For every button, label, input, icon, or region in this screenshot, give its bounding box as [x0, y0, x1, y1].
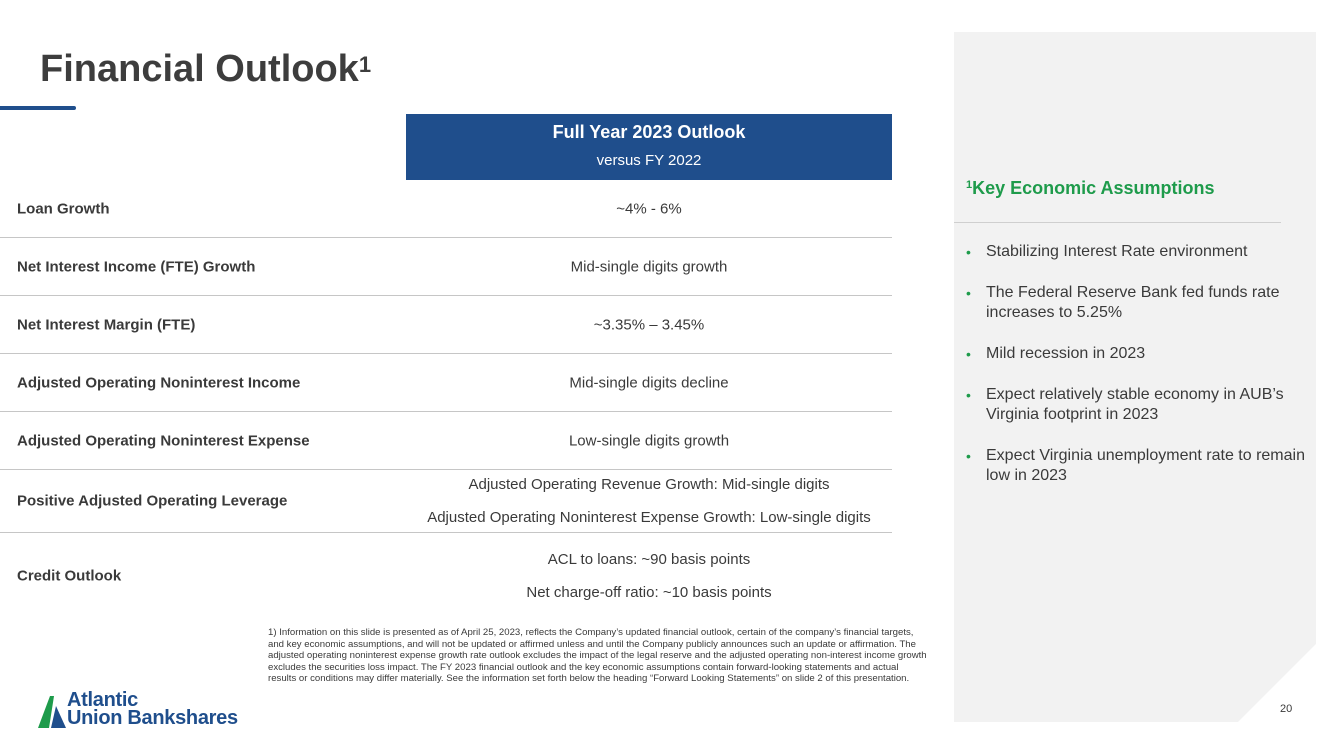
- table-row-noninterest-expense: [0, 412, 892, 470]
- list-item: [966, 446, 1306, 486]
- row-value: [406, 258, 892, 275]
- list-item-text: The Federal Reserve Bank fed funds rate increases to 5.25%: [986, 284, 1280, 321]
- table-row-net-interest-income: [0, 238, 892, 296]
- page-number: 20: [1280, 703, 1293, 715]
- disclaimer-footnote: 1) Information on this slide is presented as of April 25, 2023, reflects the Company’s updated financial outlook, certain of the company’s financial targets, and key economic assumptions, and will not be updated or affirmed unless and until the Company publicly announces such an update or affirmation. The adjusted operating noninterest expense growth rate outlook excludes the impact of the legal reserve and the adjusted operating non-interest income growth excludes the securities loss impact. The FY 2023 financial outlook and the key economic assumptions contain forward-looking statements and actual results or conditions may differ materially. See the information set forth below the heading “Forward Looking Statements” on slide 2 of this presentation.: [268, 627, 927, 685]
- row-value: [406, 316, 892, 333]
- row-label: Net Interest Income (FTE) Growth: [17, 258, 256, 275]
- title-footnote-marker: 1: [358, 52, 372, 77]
- list-item: [966, 242, 1306, 262]
- row-value-line: Mid-single digits decline: [569, 374, 729, 391]
- assumptions-divider: [954, 222, 1281, 223]
- bullet-icon: •: [966, 448, 971, 464]
- row-label: Credit Outlook: [17, 567, 122, 585]
- bullet-icon: •: [966, 346, 971, 362]
- bullet-icon: •: [966, 387, 971, 403]
- row-label: Positive Adjusted Operating Leverage: [17, 492, 288, 510]
- row-label: Loan Growth: [17, 200, 110, 217]
- row-label: Net Interest Margin (FTE): [17, 316, 196, 333]
- slide-title: [40, 48, 371, 91]
- logo-mark-icon: [38, 692, 66, 728]
- assumptions-title-text: Key Economic Assumptions: [972, 178, 1215, 198]
- list-item-text: Expect relatively stable economy in AUB’s Virginia footprint in 2023: [986, 386, 1284, 423]
- title-underline-accent: [0, 106, 76, 110]
- bullet-icon: •: [966, 244, 971, 260]
- assumptions-list: [966, 242, 1306, 507]
- assumptions-title: [966, 178, 1215, 199]
- logo-wordmark-line1: Atlantic: [67, 689, 138, 711]
- row-label: Adjusted Operating Noninterest Expense: [17, 432, 310, 449]
- logo-wordmark-line2: Union Bankshares: [67, 707, 238, 729]
- row-value: [406, 374, 892, 391]
- row-value-line: Low-single digits growth: [568, 432, 730, 449]
- company-logo: [38, 690, 258, 730]
- list-item: [966, 385, 1306, 425]
- list-item-text: Expect Virginia unemployment rate to remain low in 2023: [986, 447, 1305, 484]
- row-value-line: Net charge-off ratio: ~10 basis points: [526, 584, 772, 601]
- row-value: [406, 200, 892, 217]
- row-value-line: ACL to loans: ~90 basis points: [547, 551, 751, 568]
- bullet-icon: •: [966, 285, 971, 301]
- table-row-net-interest-margin: [0, 296, 892, 354]
- outlook-table-header: [406, 114, 892, 180]
- table-row-operating-leverage: [0, 470, 892, 533]
- assumptions-panel: [954, 32, 1316, 722]
- row-value: [406, 476, 892, 526]
- row-value-line: Mid-single digits growth: [570, 258, 728, 275]
- outlook-header-subtitle: versus FY 2022: [596, 152, 702, 169]
- panel-corner-cut: [1238, 644, 1316, 722]
- row-value-line: Adjusted Operating Noninterest Expense Growth: Low-single digits: [427, 509, 871, 526]
- assumptions-footnote-marker: 1: [966, 179, 973, 191]
- row-value-line: ~3.35% – 3.45%: [593, 316, 705, 333]
- table-row-credit-outlook: [0, 533, 892, 619]
- list-item-text: Stabilizing Interest Rate environment: [986, 243, 1248, 260]
- slide-title-text: Financial Outlook: [40, 48, 359, 90]
- list-item: [966, 344, 1306, 364]
- table-row-noninterest-income: [0, 354, 892, 412]
- list-item: [966, 283, 1306, 323]
- outlook-header-title: Full Year 2023 Outlook: [552, 122, 746, 142]
- row-label: Adjusted Operating Noninterest Income: [17, 374, 301, 391]
- row-value: [406, 432, 892, 449]
- row-value-line: ~4% - 6%: [616, 200, 682, 217]
- table-row-loan-growth: [0, 180, 892, 238]
- row-value: [406, 551, 892, 601]
- list-item-text: Mild recession in 2023: [986, 345, 1146, 362]
- row-value-line: Adjusted Operating Revenue Growth: Mid-single digits: [468, 476, 830, 493]
